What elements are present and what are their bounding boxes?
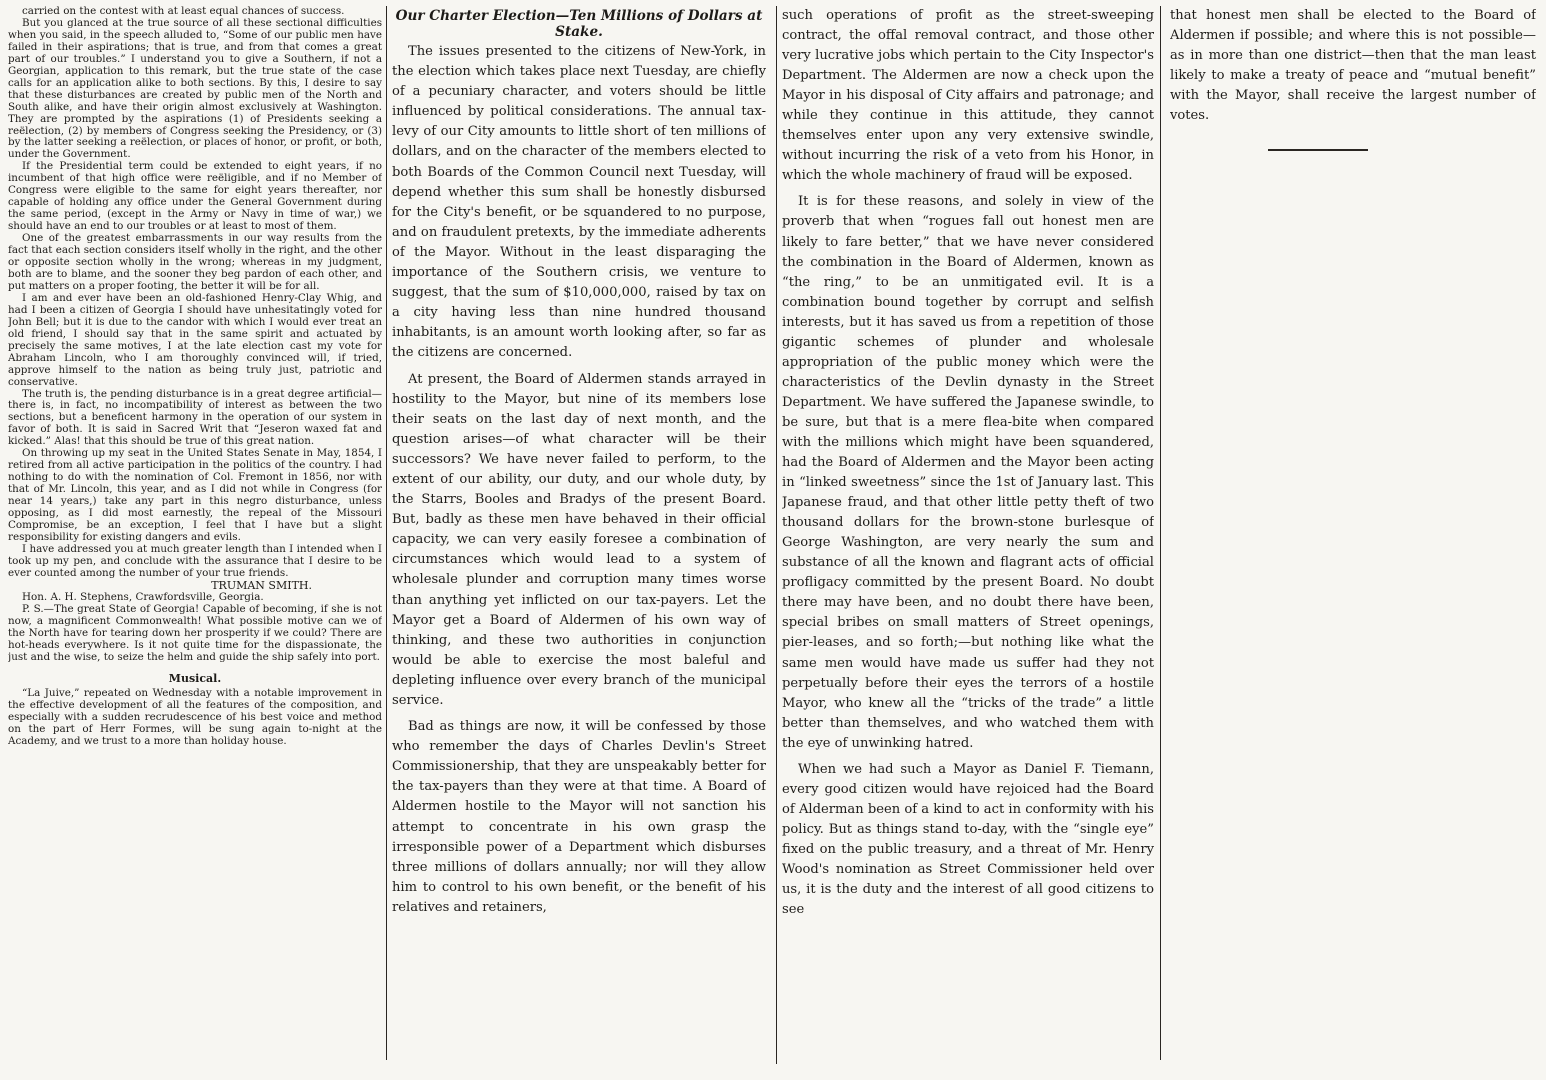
article-paragraph: such operations of profit as the street-sweeping contract, the offal removal contract, and those other very lucrative jobs which pertain to the City Inspector's Department. The Aldermen are now a check upon the Mayor in his disposal of City affairs and patronage; and while they continue in this attitude, they cannot themselves enter upon any very extensive swindle, without incurring the risk of a veto from his Honor, in which the whole machinery of fraud will be exposed. xyxy=(782,8,1154,184)
letter-paragraph: On throwing up my seat in the United States Senate in May, 1854, I retired from all active participation in the politics of the country. I had nothing to do with the nomination of Col. Fremont in 1856, nor with that of Mr. Lincoln, this year, and as I did not while in Congress (for near 14 years,) take any part in this negro disturbance, unless opposing, as I did most earnestly, the repeal of the Missouri Compromise, be an exception, I feel that I have but a slight responsibility for existing dangers and evils. xyxy=(8,447,382,543)
column-rule xyxy=(386,6,387,1060)
letter-paragraph: One of the greatest embarrassments in our way results from the fact that each section considers itself wholly in the right, and the other or opposite section wholly in the wrong; whereas in my judgment, both are to blame, and the sooner they beg pardon of each other, and put matters on a proper footing, the better it will be for all. xyxy=(8,232,382,292)
letter-postscript: P. S.—The great State of Georgia! Capable of becoming, if she is not now, a magnificent Commonwealth! What possible motive can we of the North have for tearing down her prosperity if we could? There are hot-heads everywhere. Is it not quite time for the dispassionate, the just and the wise, to seize the helm and guide the ship safely into port. xyxy=(8,603,382,663)
letter-paragraph: But you glanced at the true source of all these sectional difficulties when you said, in the speech alluded to, “Some of our public men have failed in their aspirations; that is true, and from that comes a great part of our troubles.” I understand you to give a Southern, if not a Georgian, application to this remark, but the true state of the case calls for an application alike to both sections. By this, I desire to say that these disturbances are created by public men of the North and South alike, and have their origin almost exclusively at Washington. They are prompted by the aspirations (1) of Presidents seeking a reëlection, (2) by members of Congress seeking the Presidency, or (3) by the latter seeking a reëlection, or places of honor, or profit, or both, under the Government. xyxy=(8,16,382,161)
letter-paragraph: I have addressed you at much greater length than I intended when I took up my pen, and conclude with the assurance that I desire to be ever counted among the number of your true friends. xyxy=(8,542,382,579)
musical-heading: Musical. xyxy=(168,671,222,685)
column-letter xyxy=(8,6,382,1074)
column-rule xyxy=(776,6,777,1064)
musical-paragraph: “La Juive,” repeated on Wednesday with a notable improvement in the effective development of all the features of the composition, and especially with a sudden recrudescence of his best voice and method on the part of Herr Formes, will be sung again to-night at the Academy, and we trust to a more than holiday house. xyxy=(8,686,382,747)
letter-paragraph: carried on the contest with at least equal chances of success. xyxy=(22,6,345,17)
column-charter-election xyxy=(392,6,766,1074)
column-rule xyxy=(1160,6,1161,1060)
article-paragraph: When we had such a Mayor as Daniel F. Tiemann, every good citizen would have rejoiced had the Board of Alderman been of a kind to act in conformity with his policy. But as things stand to-day, with the “single eye” fixed on the public treasury, and a threat of Mr. Henry Wood's nomination as Street Commissioner held over us, it is the duty and the interest of all good citizens to see xyxy=(782,761,1154,918)
article-paragraph: It is for these reasons, and solely in view of the proverb that when “rogues fall out honest men are likely to fare better,” that we have never considered the combination in the Board of Aldermen, known as “the ring,” to be an unmitigated evil. It is a combination bound together by corrupt and selfish interests, but it has saved us from a repetition of those gigantic schemes of plunder and wholesale appropriation of the public money which were the characteristics of the Devlin dynasty in the Street Department. We have suffered the Japanese swindle, to be sure, but that is a mere flea-bite when compared with the millions which might have been squandered, had the Board of Aldermen and the Mayor been acting in “linked sweetness” since the 1st of January last. This Japanese fraud, and that other little petty theft of two thousand dollars for the brown-stone burlesque of George Washington, are very nearly the sum and substance of all the known and flagrant acts of official profligacy committed by the present Board. No doubt there may have been, and no doubt there have been, special bribes on small matters of Street openings, pier-leases, and so forth;—but nothing like what the same men would have made us suffer had they not perpetually before their eyes the terrors of a hostile Mayor, who knew all the “tricks of the trade” a little better than themselves, and who watched them with the eye of unwinking hatred. xyxy=(782,194,1154,751)
article-end-rule xyxy=(1268,149,1368,151)
letter-paragraph: I am and ever have been an old-fashioned Henry-Clay Whig, and had I been a citizen of Georgia I should have unhesitatingly voted for John Bell; but it is due to the candor with which I would ever treat an old friend, I should say that in the same spirit and actuated by precisely the same motives, I at the late election cast my vote for Abraham Lincoln, who I am thoroughly convinced will, if tried, approve himself to the nation as being truly just, patriotic and conservative. xyxy=(8,291,382,388)
article-paragraph: The issues presented to the citizens of New-York, in the election which takes place next Tuesday, are chiefly of a pecuniary character, and voters should be little influenced by political considerations. The annual tax-levy of our City amounts to little short of ten millions of dollars, and on the character of the members elected to both Boards of the Common Council next Tuesday, will depend whether this sum shall be honestly disbursed for the City's benefit, or be squandered to no purpose, and on fraudulent pretexts, by the immediate adherents of the Mayor. Without in the least disparaging the importance of the Southern crisis, we venture to suggest, that the sum of $10,000,000, raised by tax on a city having less than nine hundred thousand inhabitants, is an amount worth looking after, so far as the citizens are concerned. xyxy=(392,44,766,361)
article-heading: Our Charter Election—Ten Millions of Dollars at Stake. xyxy=(395,8,763,40)
column-charter-end xyxy=(1170,6,1536,156)
article-paragraph: that honest men shall be elected to the Board of Aldermen if possible; and where this is not possible—as in more than one district—then that the man least likely to make a treaty of peace and “mutual benefit” with the Mayor, shall receive the largest number of votes. xyxy=(1170,8,1536,123)
letter-address: Hon. A. H. Stephens, Crawfordsville, Georgia. xyxy=(22,591,264,604)
letter-signature: TRUMAN SMITH. xyxy=(211,578,312,592)
article-paragraph: At present, the Board of Aldermen stands arrayed in hostility to the Mayor, but nine of its members lose their seats on the last day of next month, and the question arises—of what character will be their successors? We have never failed to perform, to the extent of our ability, our duty, and our whole duty, by the Starrs, Booles and Bradys of the present Board. But, badly as these men have behaved in their official capacity, we can very easily foresee a combination of circumstances which would lead to a system of wholesale plunder and corruption many times worse than anything yet inflicted on our tax-payers. Let the Mayor get a Board of Aldermen of his own way of thinking, and these two authorities in conjunction would be able to exercise the most baleful and depleting influence over every branch of the municipal service. xyxy=(392,371,766,708)
letter-paragraph: If the Presidential term could be extended to eight years, if no incumbent of that high office were reëligible, and if no Member of Congress were eligible to the same for eight years thereafter, nor capable of holding any office under the General Government during the same period, (except in the Army or Navy in time of war,) we should have an end to our troubles or at least to most of them. xyxy=(8,160,382,233)
article-paragraph: Bad as things are now, it will be confessed by those who remember the days of Charles Devlin's Street Commissionership, that they are unspeakably better for the tax-payers than they were at that time. A Board of Aldermen hostile to the Mayor will not sanction his attempt to concentrate in his own grasp the irresponsible power of a Department which disburses three millions of dollars annually; nor will they allow him to control to his own benefit, or the benefit of his relatives and retainers, xyxy=(392,719,766,915)
column-charter-continued xyxy=(782,6,1154,1074)
letter-paragraph: The truth is, the pending disturbance is in a great degree artificial—there is, in fact, no incompatibility of interest as between the two sections, but a beneficent harmony in the operation of our system in favor of both. It is said in Sacred Writ that “Jeseron waxed fat and kicked.” Alas! that this should be true of this great nation. xyxy=(8,387,382,448)
